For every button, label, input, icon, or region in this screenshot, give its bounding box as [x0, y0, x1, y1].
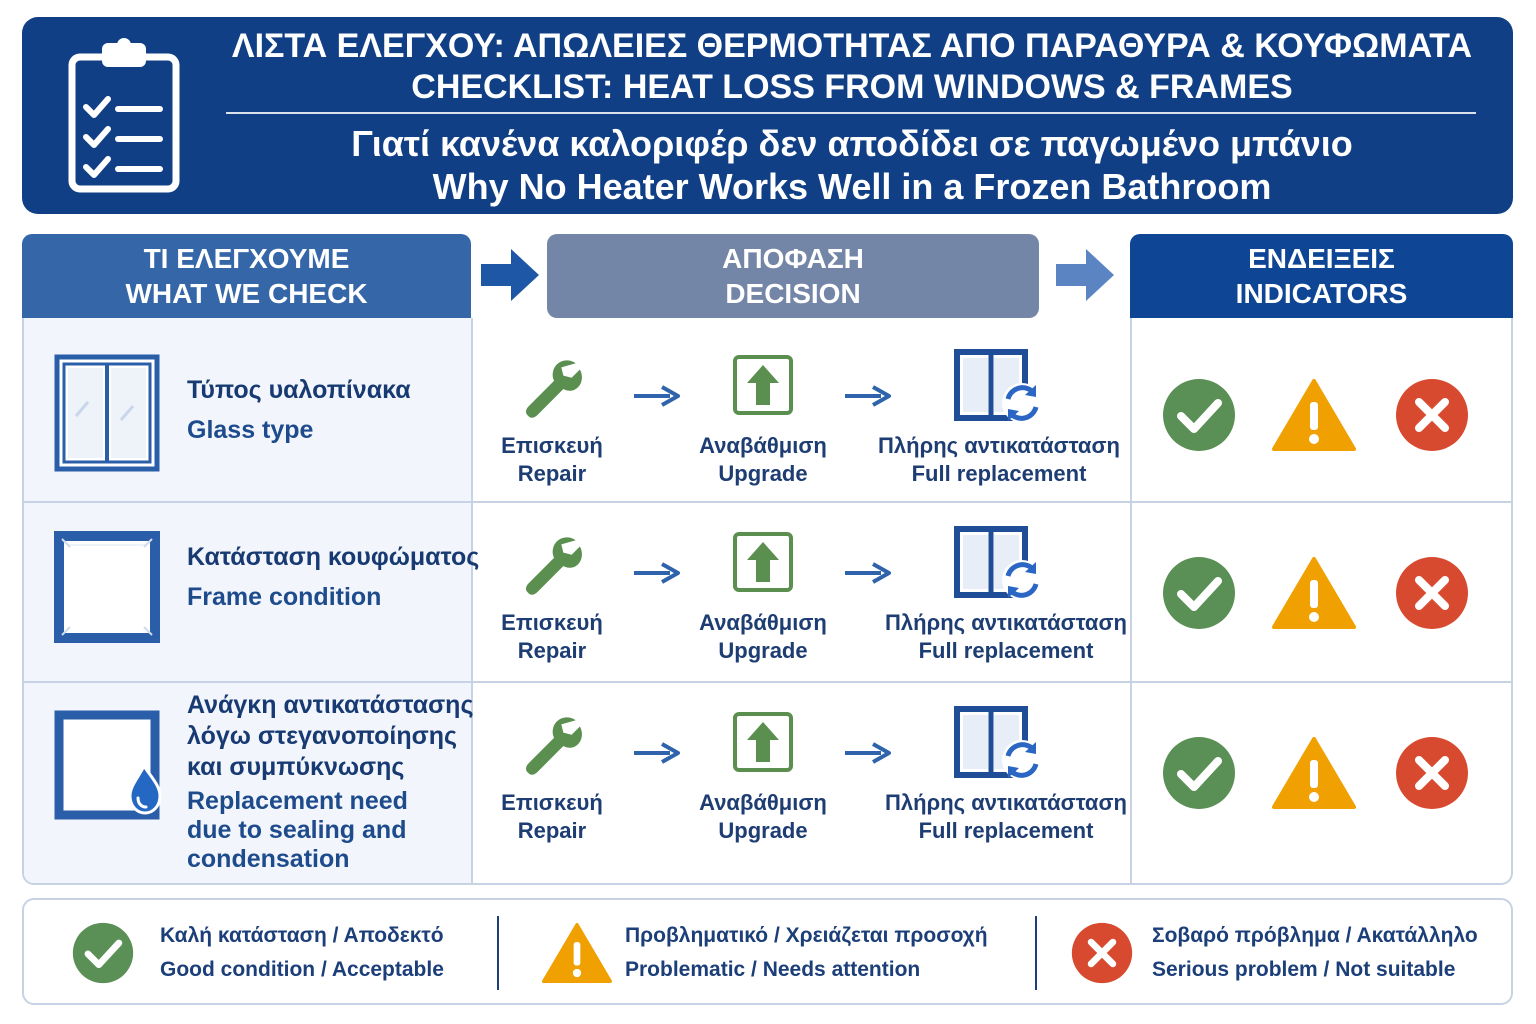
arrow-right-icon	[843, 385, 891, 407]
column-header-indicators	[1130, 234, 1513, 318]
warning-triangle-icon	[1272, 736, 1356, 810]
wrench-icon	[518, 355, 584, 421]
decision-step-label-gr: Επισκευή	[501, 610, 603, 635]
decision-step-label-en: Repair	[517, 461, 587, 486]
column-header-label-gr: ΑΠΟΦΑΣΗ	[722, 243, 864, 274]
decision-step-label	[492, 789, 612, 845]
column-header-decision	[547, 234, 1039, 318]
legend-item-warning	[625, 919, 988, 987]
x-circle-icon	[1395, 556, 1469, 630]
x-circle-icon	[1071, 922, 1133, 984]
decision-step-label-en: Full replacement	[918, 638, 1094, 663]
page-title-greek: ΛΙΣΤΑ ΕΛΕΓΧΟΥ: ΑΠΩΛΕΙΕΣ ΘΕΡΜΟΤΗΤΑΣ ΑΠΟ ΠΑΡΑΘΥΡΑ & ΚΟΥΦΩΜΑΤΑ	[231, 27, 1473, 65]
arrow-right-icon	[479, 246, 541, 304]
decision-step-label-gr: Αναβάθμιση	[699, 790, 827, 815]
clipboard-checklist-icon	[64, 35, 184, 195]
decision-step-label	[492, 609, 612, 665]
check-item-label-en-line: Replacement need	[187, 787, 408, 815]
x-circle-icon	[1395, 736, 1469, 810]
legend-item-good	[160, 919, 444, 987]
column-header-label-en: WHAT WE CHECK	[125, 278, 368, 309]
decision-step-label-en: Repair	[517, 638, 587, 663]
decision-step-label	[690, 609, 836, 665]
check-item-label-gr: Τύπος υαλοπίνακα	[187, 376, 411, 404]
column-header-label-gr: ΕΝΔΕΙΞΕΙΣ	[1248, 243, 1395, 274]
decision-step-label-gr: Πλήρης αντικατάσταση	[885, 790, 1127, 815]
decision-step-label	[690, 789, 836, 845]
header-divider	[226, 112, 1476, 114]
legend-separator	[1035, 916, 1037, 990]
page-subtitle-greek: Γιατί κανένα καλοριφέρ δεν αποδίδει σε παγωμένο μπάνιο	[351, 123, 1353, 164]
decision-step-label-en: Repair	[517, 818, 587, 843]
page-subtitle-english: Why No Heater Works Well in a Frozen Bathroom	[432, 166, 1272, 207]
check-item-label	[187, 375, 411, 446]
window-replace-icon	[954, 706, 1044, 782]
decision-step-label	[879, 789, 1133, 845]
page-title-english: CHECKLIST: HEAT LOSS FROM WINDOWS & FRAMES	[411, 68, 1293, 106]
check-item-label-gr-line: Ανάγκη αντικατάστασης	[187, 691, 474, 719]
decision-step-label-en: Full replacement	[918, 818, 1094, 843]
legend-label-en: Good condition / Acceptable	[160, 958, 444, 981]
decision-step-label-gr: Επισκευή	[501, 790, 603, 815]
header-banner	[22, 17, 1513, 214]
upgrade-arrow-icon	[731, 353, 795, 417]
check-item-label-en: Glass type	[187, 416, 314, 444]
check-circle-icon	[1162, 736, 1236, 810]
decision-step-label	[879, 609, 1133, 665]
warning-triangle-icon	[1272, 378, 1356, 452]
arrow-right-icon	[632, 742, 680, 764]
upgrade-arrow-icon	[731, 530, 795, 594]
decision-step-label-gr: Πλήρης αντικατάσταση	[885, 610, 1127, 635]
wrench-icon	[518, 712, 584, 778]
arrow-right-icon	[1054, 246, 1116, 304]
decision-step-label-gr: Αναβάθμιση	[699, 610, 827, 635]
decision-step-label-gr: Πλήρης αντικατάσταση	[878, 433, 1120, 458]
decision-step-label-gr: Αναβάθμιση	[699, 433, 827, 458]
check-item-label-en-line: condensation	[187, 845, 350, 873]
column-header-label-gr: ΤΙ ΕΛΕΓΧΟΥΜΕ	[143, 243, 350, 274]
legend-label-gr: Καλή κατάσταση / Αποδεκτό	[160, 924, 444, 947]
double-window-icon	[54, 354, 160, 472]
check-item-label-gr-line: και συμπύκνωσης	[187, 753, 405, 781]
check-item-label-gr-line: λόγω στεγανοποίησης	[187, 722, 458, 750]
decision-step-label	[690, 432, 836, 488]
check-circle-icon	[1162, 378, 1236, 452]
check-item-label-en: Frame condition	[187, 583, 382, 611]
window-replace-icon	[954, 349, 1044, 425]
condensation-window-icon	[54, 710, 166, 826]
check-circle-icon	[72, 922, 134, 984]
decision-step-label-gr: Επισκευή	[501, 433, 603, 458]
frame-icon	[54, 531, 160, 643]
wrench-icon	[518, 532, 584, 598]
column-header-what-we-check	[22, 234, 471, 318]
decision-step-label-en: Upgrade	[718, 818, 808, 843]
column-header-label-en: DECISION	[725, 278, 861, 309]
arrow-right-icon	[632, 385, 680, 407]
legend-separator	[497, 916, 499, 990]
decision-step-label-en: Upgrade	[718, 638, 808, 663]
check-circle-icon	[1162, 556, 1236, 630]
warning-triangle-icon	[1272, 556, 1356, 630]
legend-label-en: Problematic / Needs attention	[625, 958, 921, 981]
legend-item-serious	[1152, 919, 1478, 987]
decision-step-label	[492, 432, 612, 488]
check-item-label-en-line: due to sealing and	[187, 816, 407, 844]
upgrade-arrow-icon	[731, 710, 795, 774]
check-item-label	[187, 542, 479, 613]
legend	[22, 898, 1513, 1005]
check-item-label-gr: Κατάσταση κουφώματος	[187, 543, 480, 571]
decision-step-label-en: Full replacement	[911, 461, 1087, 486]
window-replace-icon	[954, 526, 1044, 602]
arrow-right-icon	[843, 562, 891, 584]
column-header-label-en: INDICATORS	[1235, 278, 1408, 309]
warning-triangle-icon	[542, 922, 612, 984]
legend-label-gr: Σοβαρό πρόβλημα / Ακατάλληλο	[1152, 924, 1478, 947]
check-item-label	[187, 690, 473, 874]
legend-label-en: Serious problem / Not suitable	[1152, 958, 1456, 981]
arrow-right-icon	[843, 742, 891, 764]
decision-step-label	[872, 432, 1126, 488]
decision-step-label-en: Upgrade	[718, 461, 808, 486]
legend-label-gr: Προβληματικό / Χρειάζεται προσοχή	[625, 924, 988, 947]
arrow-right-icon	[632, 562, 680, 584]
x-circle-icon	[1395, 378, 1469, 452]
